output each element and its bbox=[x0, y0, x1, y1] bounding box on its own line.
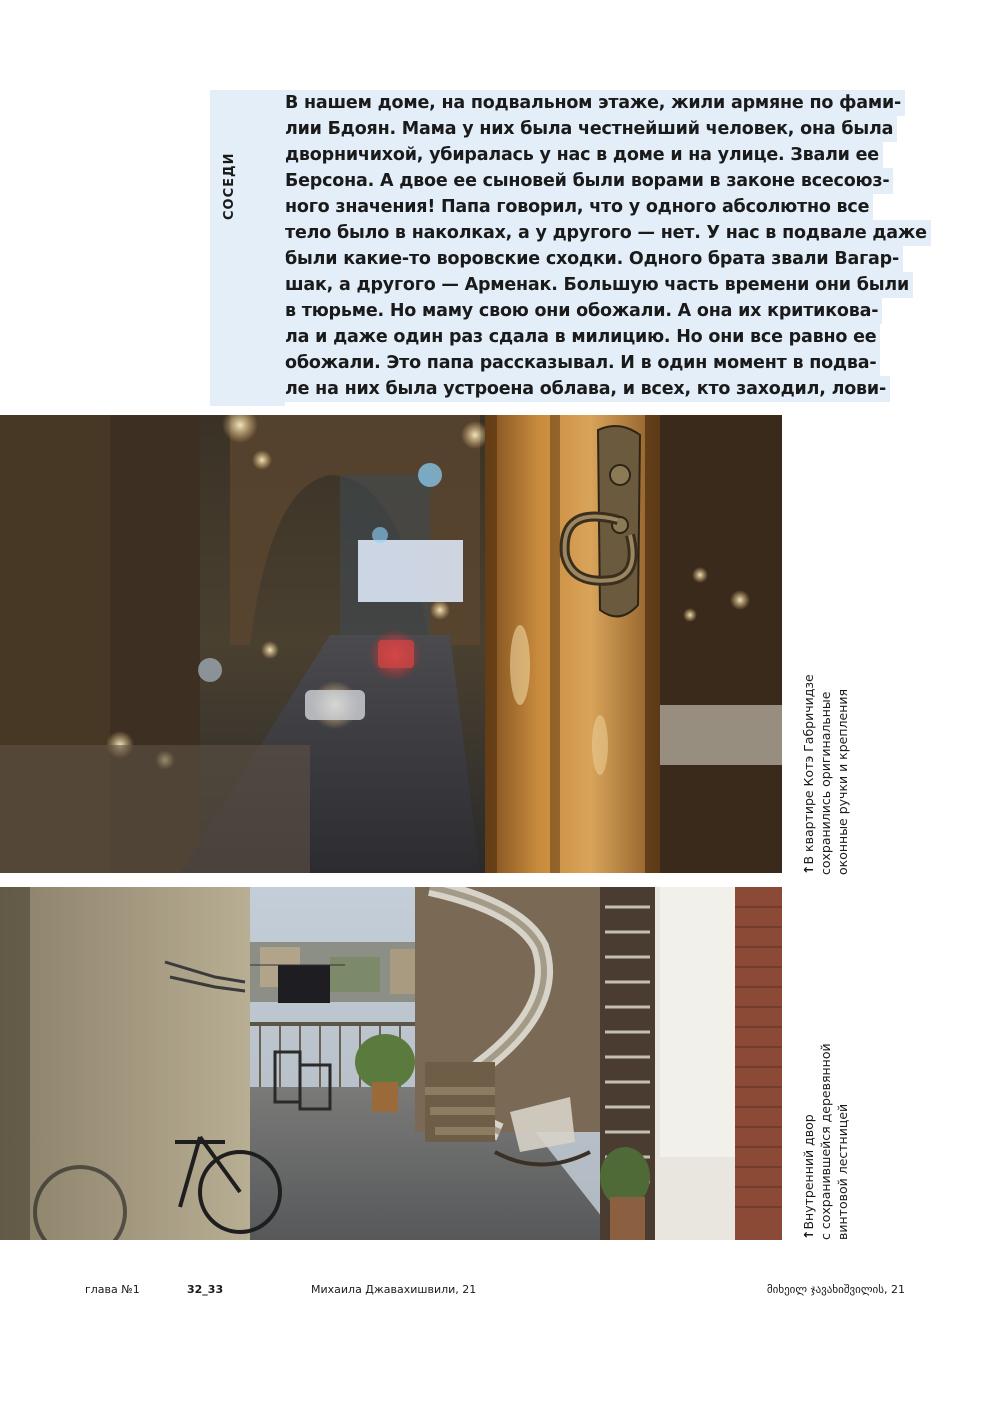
body-line: В нашем доме, на подвальном этаже, жили армяне по фами- bbox=[285, 90, 905, 116]
footer-chapter: глава №1 bbox=[85, 1283, 140, 1296]
body-line: шак, а другого — Арменак. Большую часть времени они были bbox=[285, 272, 913, 298]
body-line: Берсона. А двое ее сыновей были ворами в законе всесоюз- bbox=[285, 168, 893, 194]
arrow-up-icon: ↑ bbox=[801, 1229, 816, 1240]
caption-line: Внутренний двор bbox=[801, 1114, 816, 1230]
section-label: СОСЕДИ bbox=[222, 152, 237, 220]
body-line: дворничихой, убиралась у нас в доме и на улице. Звали ее bbox=[285, 142, 883, 168]
highlight-panel bbox=[210, 90, 285, 406]
body-line: ле на них была устроена облава, и всех, кто заходил, лови- bbox=[285, 376, 890, 402]
caption-photo-1 bbox=[800, 660, 851, 875]
caption-line: винтовой лестницей bbox=[835, 1103, 850, 1240]
caption-line: В квартире Котэ Габричидзе bbox=[801, 674, 816, 865]
body-line: ного значения! Папа говорил, что у одного абсолютно все bbox=[285, 194, 873, 220]
body-line: обожали. Это папа рассказывал. И в один момент в подва- bbox=[285, 350, 880, 376]
footer-address: Михаила Джавахишвили, 21 bbox=[311, 1283, 477, 1296]
body-line: тело было в наколках, а у другого — нет. У нас в подвале даже bbox=[285, 220, 931, 246]
photo-window-handle bbox=[0, 415, 782, 873]
photo-courtyard bbox=[0, 887, 782, 1240]
body-line: ла и даже один раз сдала в милицию. Но они все равно ее bbox=[285, 324, 880, 350]
body-line: были какие-то воровские сходки. Одного брата звали Вагар- bbox=[285, 246, 903, 272]
body-line: лии Бдоян. Мама у них была честнейший человек, она была bbox=[285, 116, 897, 142]
caption-photo-2 bbox=[800, 1040, 851, 1240]
caption-line: с сохранившейся деревянной bbox=[818, 1043, 833, 1240]
caption-line: сохранились оригинальные bbox=[818, 691, 833, 875]
caption-line: оконные ручки и крепления bbox=[835, 688, 850, 875]
arrow-up-icon: ↑ bbox=[801, 864, 816, 875]
footer-page-numbers: 32_33 bbox=[187, 1283, 224, 1296]
body-line: в тюрьме. Но маму свою они обожали. А она их критикова- bbox=[285, 298, 882, 324]
article-body bbox=[285, 90, 927, 402]
footer-address-georgian: მიხეილ ჯავახიშვილის, 21 bbox=[766, 1283, 905, 1296]
